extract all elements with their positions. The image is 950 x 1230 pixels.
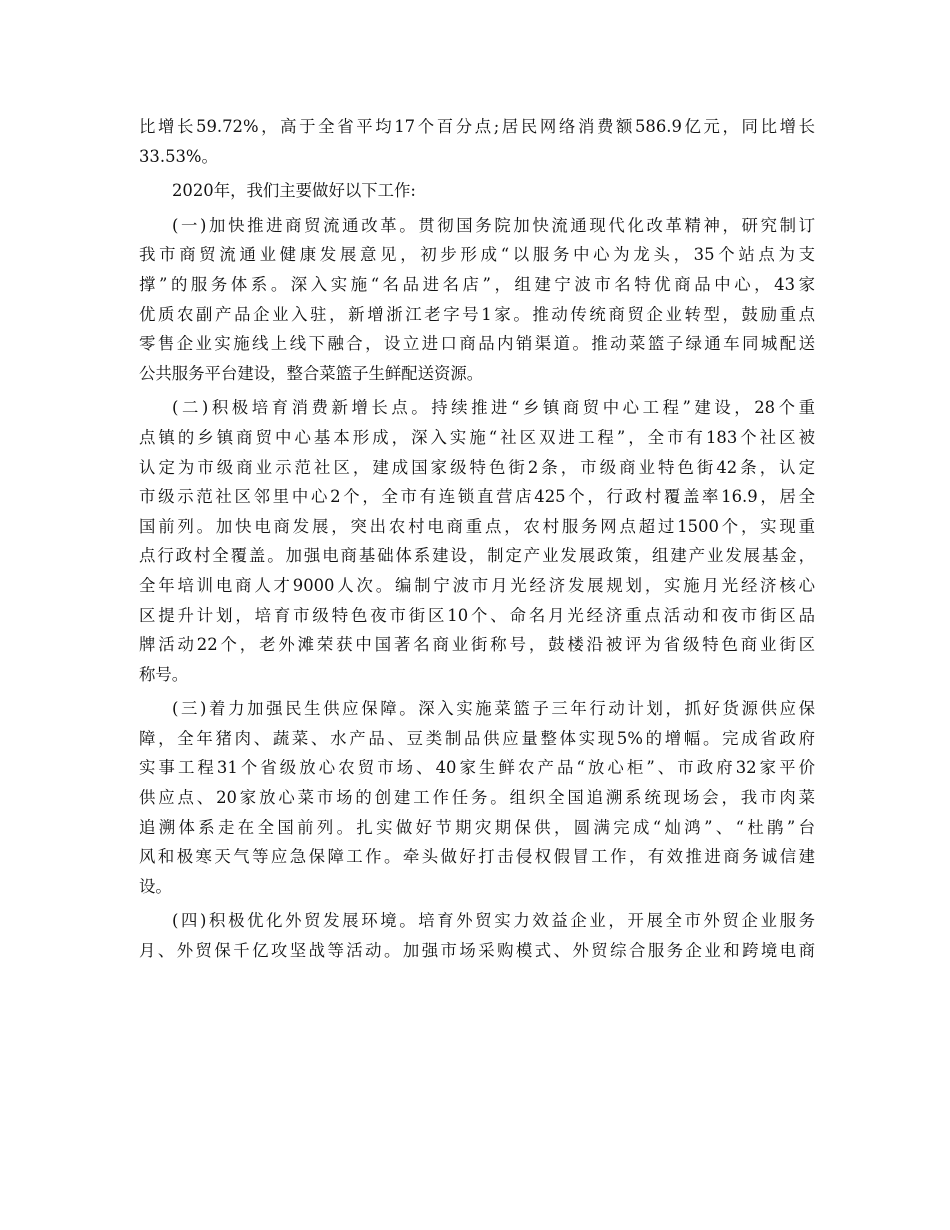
text-line: 点行政村全覆盖。加强电商基础体系建设，制定产业发展政策，组建产业发展基金， <box>139 546 815 566</box>
paragraph-consumption-stats <box>139 112 815 171</box>
text-line: (三)着力加强民生供应保障。深入实施菜篮子三年行动计划，抓好货源供应保 <box>172 699 815 719</box>
paragraph-section-3 <box>139 694 815 901</box>
text-line: (二)积极培育消费新增长点。持续推进“乡镇商贸中心工程”建设，28个重 <box>172 398 815 418</box>
paragraph-section-4 <box>139 906 815 965</box>
text-line: 称号。 <box>139 664 189 684</box>
text-line: 障，全年猪肉、蔬菜、水产品、豆类制品供应量整体实现5%的增幅。完成省政府 <box>139 728 815 748</box>
text-line: 供应点、20家放心菜市场的创建工作任务。组织全国追溯系统现场会，我市肉菜 <box>139 788 815 808</box>
text-line: (一)加快推进商贸流通改革。贯彻国务院加快流通现代化改革精神，研究制订 <box>172 215 815 235</box>
text-line: (四)积极优化外贸发展环境。培育外贸实力效益企业，开展全市外贸企业服务 <box>172 911 815 931</box>
text-line: 公共服务平台建设，整合菜篮子生鲜配送资源。 <box>139 363 484 383</box>
text-line: 2020年，我们主要做好以下工作: <box>172 181 416 201</box>
paragraph-2020-intro <box>139 176 815 206</box>
document-body <box>139 112 815 966</box>
text-line: 比增长59.72%，高于全省平均17个百分点;居民网络消费额586.9亿元，同比增长 <box>139 117 815 136</box>
text-line: 风和极寒天气等应急保障工作。牵头做好打击侵权假冒工作，有效推进商务诚信建 <box>139 847 815 867</box>
text-line: 追溯体系走在全国前列。扎实做好节期灾期保供，圆满完成“灿鸿”、“杜鹃”台 <box>139 817 815 837</box>
text-line: 国前列。加快电商发展，突出农村电商重点，农村服务网点超过1500个，实现重 <box>139 516 815 536</box>
text-line: 实事工程31个省级放心农贸市场、40家生鲜农产品“放心柜”、市政府32家平价 <box>139 758 815 778</box>
text-line: 区提升计划，培育市级特色夜市街区10个、命名月光经济重点活动和夜市街区品 <box>139 605 815 625</box>
text-line: 优质农副产品企业入驻，新增浙江老字号1家。推动传统商贸企业转型，鼓励重点 <box>139 304 815 324</box>
text-line: 认定为市级商业示范社区，建成国家级特色街2条，市级商业特色街42条，认定 <box>139 457 815 477</box>
text-line: 全年培训电商人才9000人次。编制宁波市月光经济发展规划，实施月光经济核心 <box>139 575 815 595</box>
paragraph-section-2 <box>139 393 815 689</box>
text-line: 设。 <box>139 876 172 896</box>
text-line: 我市商贸流通业健康发展意见，初步形成“以服务中心为龙头，35个站点为支 <box>139 245 815 265</box>
text-line: 零售企业实施线上线下融合，设立进口商品内销渠道。推动菜篮子绿通车同城配送 <box>139 334 815 354</box>
text-line: 月、外贸保千亿攻坚战等活动。加强市场采购模式、外贸综合服务企业和跨境电商 <box>139 941 815 961</box>
paragraph-section-1 <box>139 211 815 389</box>
text-line: 市级示范社区邻里中心2个，全市有连锁直营店425个，行政村覆盖率16.9，居全 <box>139 487 815 507</box>
text-line: 撑”的服务体系。深入实施“名品进名店”，组建宁波市名特优商品中心，43家 <box>139 274 815 294</box>
text-line: 牌活动22个，老外滩荣获中国著名商业街称号，鼓楼沿被评为省级特色商业街区 <box>139 635 815 655</box>
text-line: 点镇的乡镇商贸中心基本形成，深入实施“社区双进工程”，全市有183个社区被 <box>139 427 815 447</box>
text-line: 33.53%。 <box>139 146 218 166</box>
